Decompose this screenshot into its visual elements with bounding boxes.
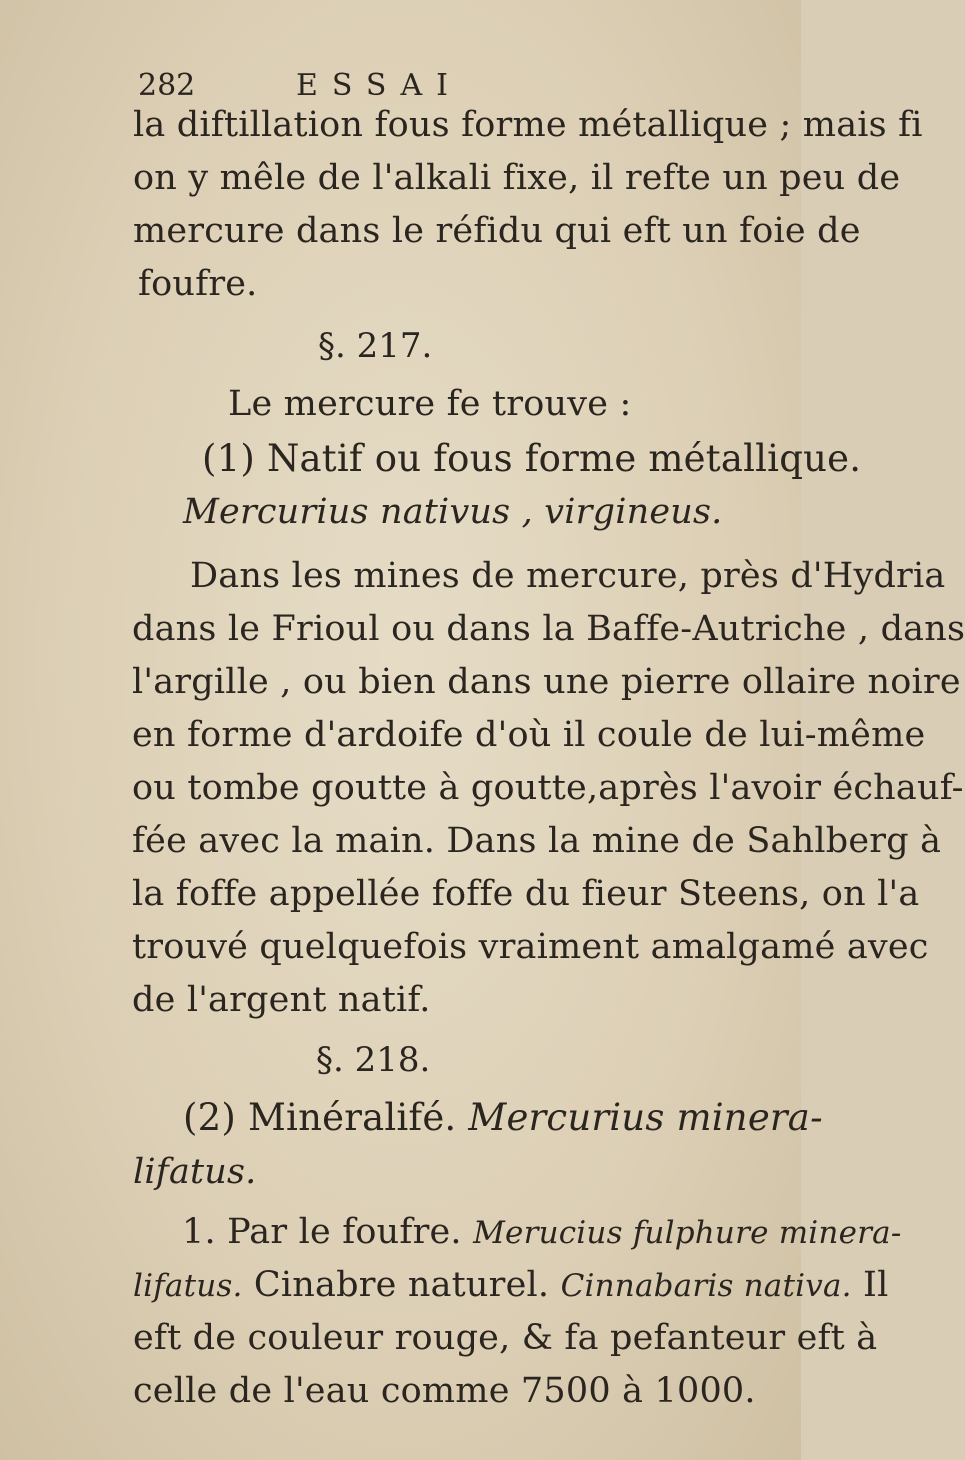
text-line-3: mercure dans le réfidu qui eft un foie de (133, 211, 861, 251)
item2-line-4: celle de l'eau comme 7500 à 1000. (133, 1371, 756, 1411)
section-heading-218: §. 218. (316, 1040, 431, 1080)
item1-heading: (1) Natif ou fous forme métallique. (202, 437, 862, 480)
intro-line: Le mercure fe trouve : (228, 384, 632, 424)
sub1-italic: Merucius fulphure minera- (473, 1215, 902, 1251)
item1-body-line-3: l'argille , ou bien dans une pierre ollaire noire (132, 662, 961, 702)
line2-end: Il (863, 1265, 889, 1305)
running-title: ESSAI (296, 68, 462, 103)
sub1-roman: 1. Par le foufre. (182, 1212, 462, 1252)
item1-body-line-7: la foffe appellée foffe du fieur Steens, on l'a (132, 874, 920, 914)
item1-body-line-9: de l'argent natif. (132, 980, 431, 1020)
page-number: 282 (138, 68, 196, 103)
item2-sub1-line (182, 1210, 902, 1255)
item2-heading-roman: (2) Minéralifé. (183, 1096, 457, 1139)
item1-body-line-1: Dans les mines de mercure, près d'Hydria (190, 556, 946, 596)
item2-heading (183, 1096, 823, 1140)
text-line-1: la diftillation fous forme métallique ; mais fi (133, 105, 923, 145)
item1-body-line-2: dans le Frioul ou dans la Baffe-Autriche , dans (132, 609, 965, 649)
item2-heading-italic: Mercurius minera- (468, 1096, 823, 1139)
item1-latin-name: Mercurius nativus , virgineus. (183, 492, 723, 532)
item2-line-3: eft de couleur rouge, & fa pefanteur eft à (133, 1318, 878, 1358)
text-line-2: on y mêle de l'alkali fixe, il refte un peu de (133, 158, 901, 198)
item1-body-line-8: trouvé quelquefois vraiment amalgamé avec (132, 927, 929, 967)
item2-heading-continuation: lifatus. (133, 1152, 257, 1192)
text-line-4: foufre. (138, 264, 258, 304)
item2-line-2 (133, 1263, 888, 1308)
item1-body-line-5: ou tombe goutte à goutte,après l'avoir échauf- (132, 768, 964, 808)
line2-italic-b: Cinnabaris nativa. (560, 1268, 852, 1304)
line2-roman: Cinabre naturel. (253, 1265, 550, 1305)
line2-italic-a: lifatus. (133, 1268, 243, 1304)
page-header (138, 66, 658, 106)
item1-body-line-4: en forme d'ardoife d'où il coule de lui-même (132, 715, 926, 755)
section-heading-217: §. 217. (318, 326, 433, 366)
item1-body-line-6: fée avec la main. Dans la mine de Sahlberg à (132, 821, 942, 861)
